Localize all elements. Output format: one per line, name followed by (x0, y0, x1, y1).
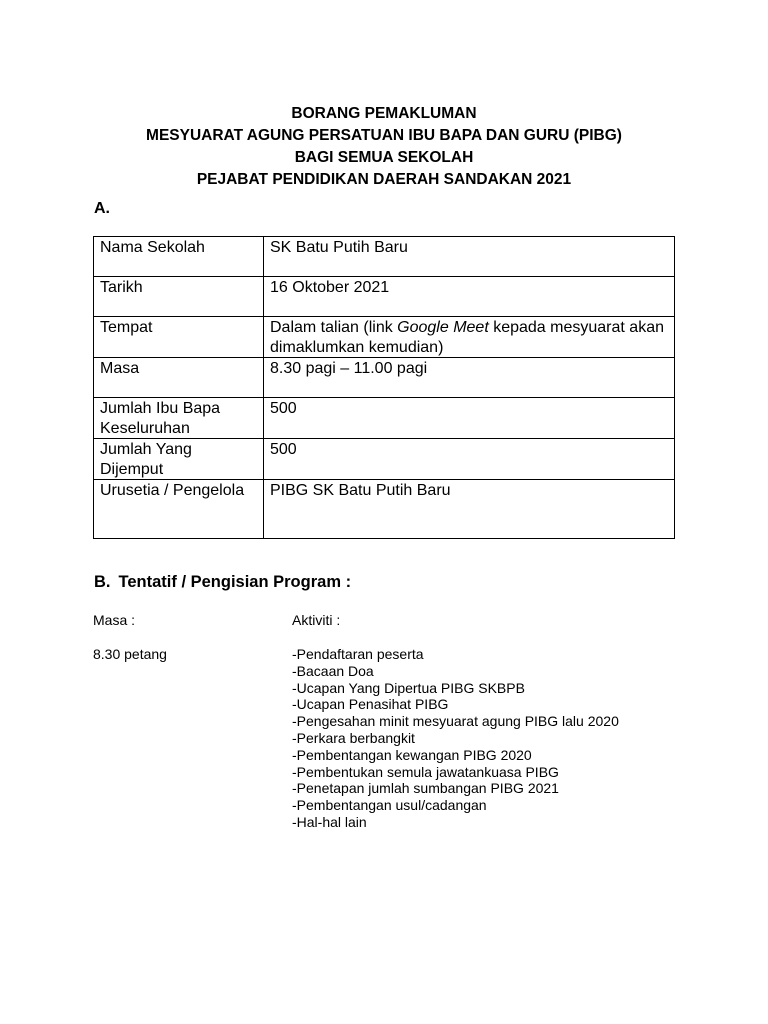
row-label-tarikh: Tarikh (94, 277, 264, 317)
table-row (94, 237, 675, 277)
heading-line-2: MESYUARAT AGUNG PERSATUAN IBU BAPA DAN GURU (PIBG) (146, 127, 622, 144)
masa-column-header: Masa : (93, 612, 136, 628)
table-row (94, 317, 675, 358)
heading-line-3: BAGI SEMUA SEKOLAH (294, 149, 474, 166)
tempat-italic: Google Meet (397, 319, 489, 336)
section-a-title: A. (94, 200, 110, 217)
row-label-urusetia: Urusetia / Pengelola (94, 480, 264, 539)
row-value-nama-sekolah: SK Batu Putih Baru (264, 237, 675, 277)
list-item: -Ucapan Yang Dipertua PIBG SKBPB (292, 679, 525, 696)
table-row (94, 277, 675, 317)
list-item: -Bacaan Doa (292, 662, 374, 679)
section-b-title (94, 573, 351, 592)
row-label-nama-sekolah: Nama Sekolah (94, 237, 264, 277)
list-item: -Hal-hal lain (292, 813, 367, 830)
row-value-jumlah-dijemput: 500 (264, 439, 675, 480)
list-item: -Perkara berbangkit (292, 729, 415, 746)
document-heading (0, 103, 768, 191)
table-row (94, 398, 675, 439)
info-table (93, 236, 675, 539)
row-label-masa: Masa (94, 358, 264, 398)
tempat-suffix: kepada mesyuarat akan dimaklumkan kemudian) (270, 319, 664, 356)
row-label-jumlah-dijemput: Jumlah Yang Dijemput (94, 439, 264, 480)
list-item: -Pembentukan semula jawatankuasa PIBG (292, 763, 559, 780)
row-label-tempat: Tempat (94, 317, 264, 358)
aktiviti-column-header: Aktiviti : (292, 612, 341, 628)
table-row (94, 358, 675, 398)
row-value-urusetia: PIBG SK Batu Putih Baru (264, 480, 675, 539)
program-time: 8.30 petang (93, 646, 167, 662)
activity-list (292, 646, 619, 831)
list-item: -Pembentangan kewangan PIBG 2020 (292, 746, 532, 763)
heading-line-1: BORANG PEMAKLUMAN (291, 105, 477, 122)
table-row (94, 439, 675, 480)
list-item: -Ucapan Penasihat PIBG (292, 696, 449, 713)
row-label-jumlah-ibu-bapa: Jumlah Ibu Bapa Keseluruhan (94, 398, 264, 439)
row-value-tarikh: 16 Oktober 2021 (264, 277, 675, 317)
list-item: -Penetapan jumlah sumbangan PIBG 2021 (292, 780, 559, 797)
section-b-label: Tentatif / Pengisian Program : (118, 573, 352, 591)
row-value-jumlah-ibu-bapa: 500 (264, 398, 675, 439)
row-value-masa: 8.30 pagi – 11.00 pagi (264, 358, 675, 398)
list-item: -Pengesahan minit mesyuarat agung PIBG lalu 2020 (292, 713, 619, 730)
list-item: -Pendaftaran peserta (292, 646, 424, 662)
row-value-tempat (264, 317, 675, 358)
table-row (94, 480, 675, 539)
tempat-prefix: Dalam talian (link (270, 319, 398, 336)
section-b-number: B. (94, 573, 111, 591)
heading-line-4: PEJABAT PENDIDIKAN DAERAH SANDAKAN 2021 (196, 171, 572, 188)
list-item: -Pembentangan usul/cadangan (292, 797, 487, 814)
